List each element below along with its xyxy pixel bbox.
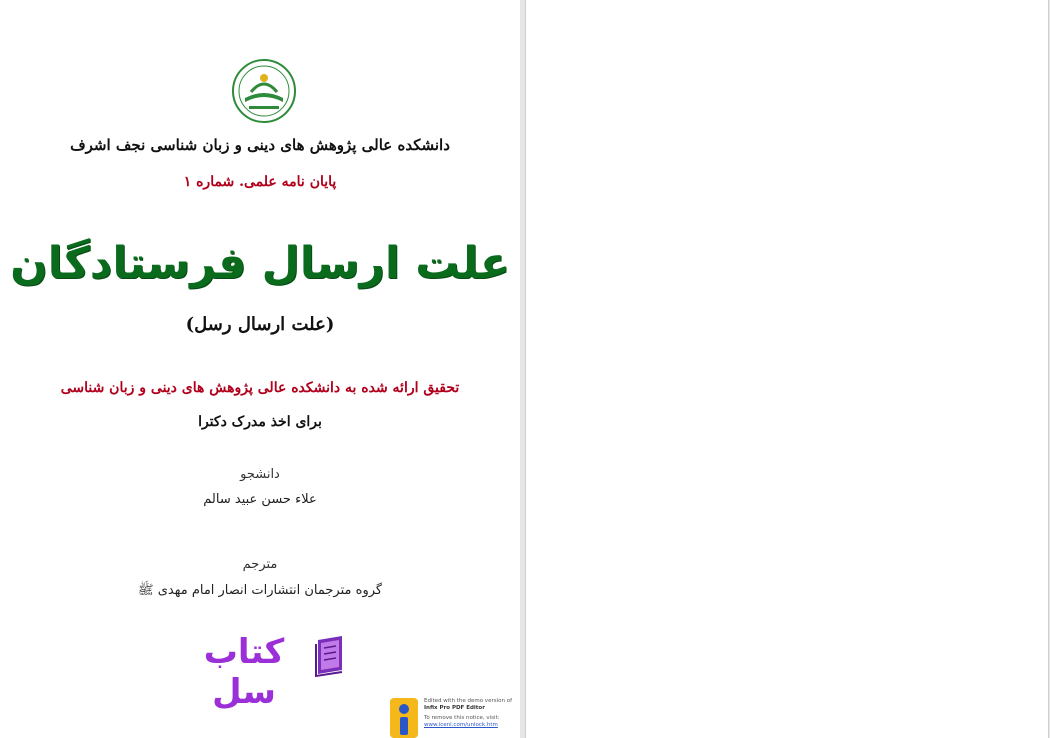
watermark-text — [424, 698, 520, 729]
infix-logo-icon — [390, 698, 418, 738]
watermark-link[interactable]: www.iceni.com/unlock.htm — [424, 722, 498, 728]
translator-name: گروه مترجمان انتشارات انصار امام مهدی ﷺ — [137, 583, 383, 598]
student-label: دانشجو — [240, 467, 280, 482]
research-statement: تحقیق ارائه شده به دانشکده عالی پژوهش های دینی و زبان شناسی — [60, 380, 460, 396]
watermark-line-2: Infix Pro PDF Editor — [424, 705, 485, 711]
watermark-line-3: To remove this notice, visit: — [424, 715, 500, 721]
thesis-series: پایان نامه علمی. شماره ۱ — [183, 174, 337, 190]
left-page — [0, 0, 520, 738]
translator-label: مترجم — [242, 557, 278, 572]
book-subtitle: (علت ارسال رسل) — [185, 314, 335, 335]
watermark-line-1: Edited with the demo version of — [424, 698, 513, 704]
institute-seal-icon — [231, 58, 297, 124]
student-name: علاء حسن عبید سالم — [203, 492, 317, 507]
institute-name: دانشکده عالی پژوهش های دینی و زبان شناسی نجف اشرف — [70, 136, 450, 154]
book-icon — [312, 634, 348, 678]
brand-logo — [178, 630, 348, 712]
brand-text: کتاب سل — [203, 632, 285, 712]
demo-watermark — [390, 698, 520, 738]
right-page-blank — [526, 0, 1048, 738]
degree-statement: برای اخذ مدرک دکترا — [198, 414, 322, 430]
book-title: علت ارسال فرستادگان — [10, 238, 510, 289]
